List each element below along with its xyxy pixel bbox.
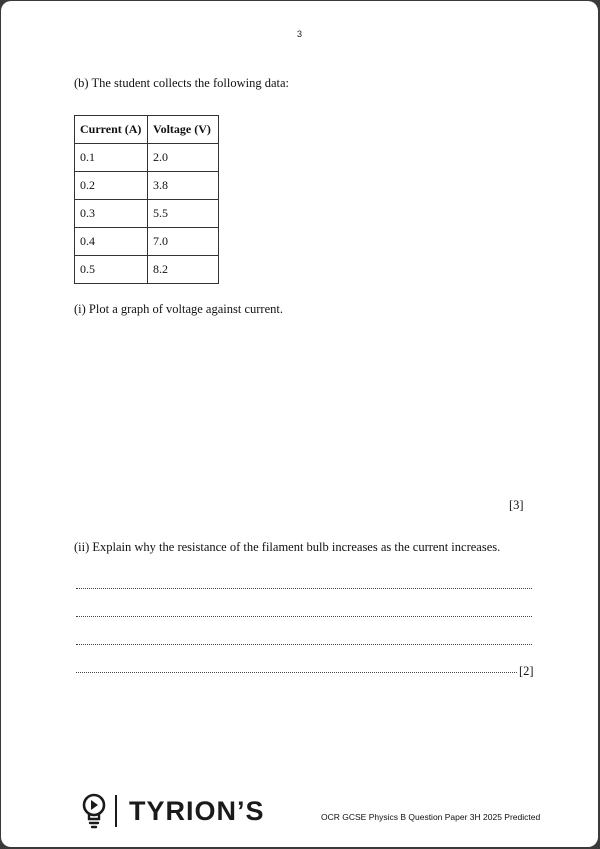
part-b-intro: (b) The student collects the following data: xyxy=(74,76,289,90)
table-header: Voltage (V) xyxy=(148,116,219,144)
table-row xyxy=(75,256,219,284)
table-cell: 8.2 xyxy=(148,256,219,284)
table-cell: 2.0 xyxy=(148,144,219,172)
table-cell: 0.4 xyxy=(75,228,148,256)
answer-line[interactable] xyxy=(76,614,532,617)
exam-page xyxy=(1,1,598,847)
part-ii-question: (ii) Explain why the resistance of the filament bulb increases as the current increases. xyxy=(74,540,501,554)
answer-line[interactable] xyxy=(76,670,517,673)
table-cell: 0.1 xyxy=(75,144,148,172)
table-header: Current (A) xyxy=(75,116,148,144)
brand-name: TYRION’S xyxy=(129,795,265,826)
page-number: 3 xyxy=(296,29,302,39)
table-cell: 5.5 xyxy=(148,200,219,228)
table-row xyxy=(75,172,219,200)
logo-divider xyxy=(115,795,117,827)
footer-caption: OCR GCSE Physics B Question Paper 3H 2025 Predicted xyxy=(321,812,541,822)
table-cell: 0.5 xyxy=(75,256,148,284)
table-cell: 0.3 xyxy=(75,200,148,228)
table-row xyxy=(75,144,219,172)
table-cell: 7.0 xyxy=(148,228,219,256)
table-cell: 0.2 xyxy=(75,172,148,200)
table-row xyxy=(75,200,219,228)
table-row xyxy=(75,228,219,256)
part-i-marks: [3] xyxy=(509,498,524,512)
part-i-question: (i) Plot a graph of voltage against current. xyxy=(74,302,283,316)
table-cell: 3.8 xyxy=(148,172,219,200)
answer-line[interactable] xyxy=(76,586,532,589)
part-ii-marks: [2] xyxy=(519,664,534,678)
lightbulb-play-icon xyxy=(81,791,107,831)
data-table xyxy=(74,115,219,284)
brand-logo xyxy=(81,791,265,831)
answer-line[interactable] xyxy=(76,642,532,645)
table-header-row xyxy=(75,116,219,144)
